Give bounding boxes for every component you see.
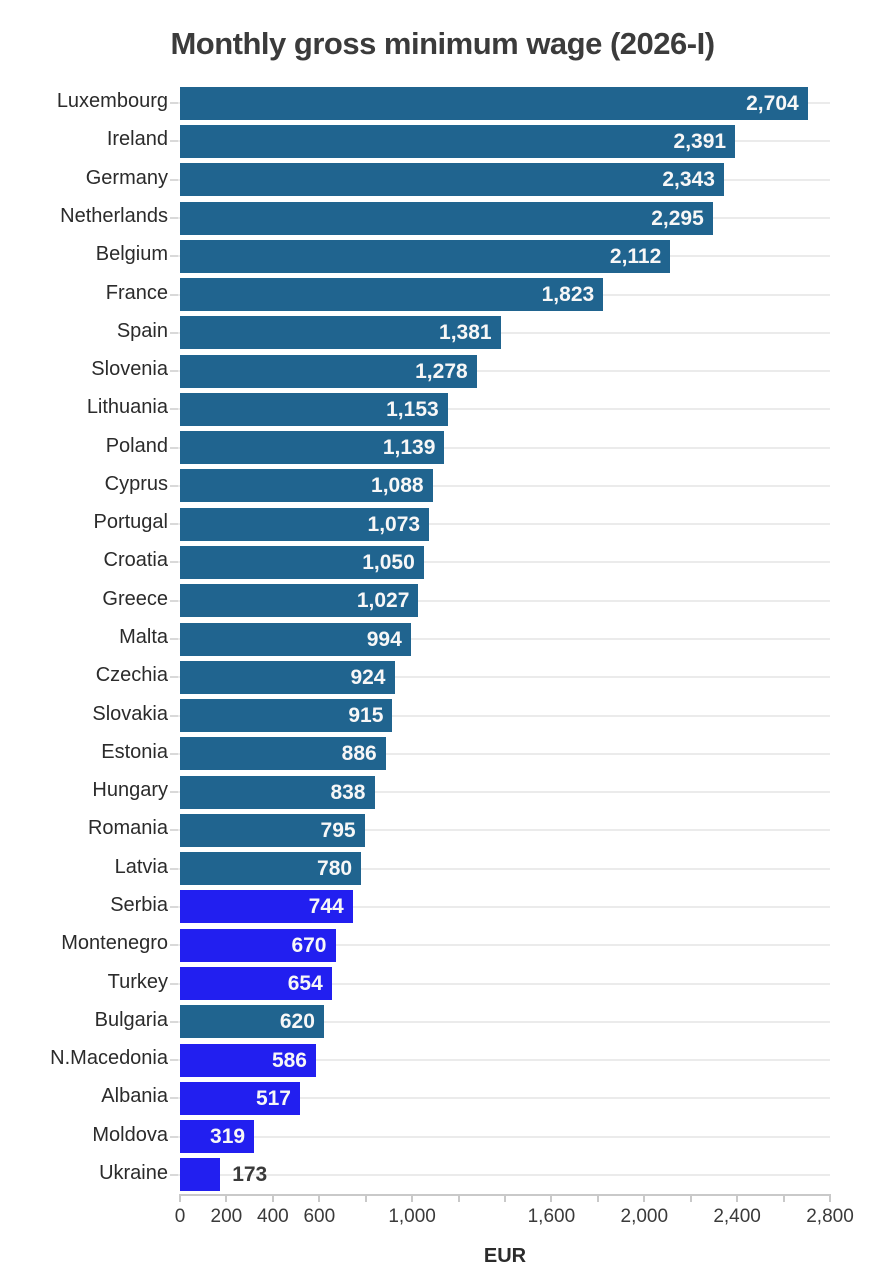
y-axis-label: Romania xyxy=(87,817,168,840)
x-axis-tick xyxy=(504,1194,506,1202)
x-axis-tick-label: 2,000 xyxy=(620,1206,669,1227)
bar xyxy=(180,929,336,962)
bar-value-label: 1,050 xyxy=(362,550,415,574)
y-axis-tick xyxy=(170,102,178,104)
x-axis-tick xyxy=(690,1194,692,1202)
y-axis-label: Estonia xyxy=(101,740,168,763)
x-axis-tick xyxy=(829,1194,831,1202)
bar-value-label: 2,295 xyxy=(651,206,704,230)
y-axis-label: Ireland xyxy=(106,128,168,151)
bar xyxy=(180,393,448,426)
y-axis-label: N.Macedonia xyxy=(50,1047,168,1069)
y-axis-tick xyxy=(170,217,178,219)
y-axis-tick xyxy=(170,676,178,678)
bar-value-label: 620 xyxy=(279,1010,315,1034)
bar-value-label: 2,112 xyxy=(609,244,662,268)
y-axis-label: Bulgaria xyxy=(94,1008,168,1031)
bar xyxy=(180,623,411,656)
bar-value-label: 1,823 xyxy=(541,283,595,306)
bar-value-label: 173 xyxy=(232,1163,268,1187)
x-axis-tick xyxy=(458,1194,460,1202)
x-axis-tick xyxy=(550,1194,552,1202)
y-axis-tick xyxy=(170,906,178,908)
y-axis-label: Slovakia xyxy=(92,702,168,725)
x-axis-tick-label: 1,000 xyxy=(388,1206,436,1227)
y-axis-label: Serbia xyxy=(110,893,168,916)
y-axis-label: Turkey xyxy=(107,970,168,993)
bar xyxy=(180,240,670,273)
y-axis-tick xyxy=(170,638,178,640)
x-axis-tick-label: 200 xyxy=(210,1206,243,1227)
y-axis-tick xyxy=(170,983,178,985)
x-axis-tick xyxy=(783,1194,785,1202)
y-axis-tick xyxy=(170,370,178,372)
y-axis-tick xyxy=(170,140,178,142)
bar xyxy=(180,1082,300,1115)
gridline xyxy=(171,1174,830,1176)
x-axis-tick xyxy=(411,1194,413,1202)
bar-value-label: 654 xyxy=(287,972,323,995)
bar-value-label: 915 xyxy=(348,704,384,728)
bar-value-label: 517 xyxy=(255,1086,291,1110)
bar-value-label: 2,343 xyxy=(662,168,715,192)
y-axis-tick xyxy=(170,1059,178,1061)
bar xyxy=(180,87,808,120)
bar xyxy=(180,1005,324,1038)
bar xyxy=(180,1044,316,1077)
y-axis-tick xyxy=(170,1136,178,1138)
bar xyxy=(180,814,365,847)
bar-value-label: 1,073 xyxy=(367,512,421,536)
bar-value-label: 319 xyxy=(210,1125,246,1149)
y-axis-tick xyxy=(170,753,178,755)
y-axis-tick xyxy=(170,1174,178,1176)
bar xyxy=(180,316,501,349)
y-axis-label: Montenegro xyxy=(61,932,168,955)
bar-value-label: 744 xyxy=(308,895,344,919)
bar xyxy=(180,584,418,617)
bar-value-label: 1,088 xyxy=(371,474,424,498)
bar-value-label: 2,391 xyxy=(673,129,727,153)
bar xyxy=(180,1120,254,1153)
y-axis-tick xyxy=(170,561,178,563)
y-axis-tick xyxy=(170,408,178,410)
bar xyxy=(180,355,477,388)
chart-title: Monthly gross minimum wage (2026-I) xyxy=(170,26,715,61)
x-axis-tick-label: 2,800 xyxy=(806,1206,854,1227)
y-axis-label: Belgium xyxy=(95,243,168,266)
bar xyxy=(180,202,713,235)
bar xyxy=(180,125,735,158)
y-axis-label: Germany xyxy=(85,166,168,189)
y-axis-tick xyxy=(170,715,178,717)
bar xyxy=(180,776,375,809)
bar xyxy=(180,890,353,923)
x-axis-tick xyxy=(318,1194,320,1202)
y-axis-tick xyxy=(170,1021,178,1023)
y-axis-label: Hungary xyxy=(92,779,168,802)
bar-value-label: 795 xyxy=(320,818,356,842)
x-axis-tick-label: 400 xyxy=(257,1206,289,1227)
bar xyxy=(180,1158,268,1191)
bar-value-label: 586 xyxy=(271,1048,307,1072)
y-axis-label: Lithuania xyxy=(86,396,168,419)
bar-value-label: 1,278 xyxy=(415,359,468,383)
plot-area xyxy=(50,84,854,1227)
bar xyxy=(180,737,386,770)
bar xyxy=(180,699,392,732)
bar-value-label: 838 xyxy=(330,780,366,804)
x-axis-tick xyxy=(365,1194,367,1202)
y-axis-label: Malta xyxy=(119,626,168,648)
bar xyxy=(180,852,361,885)
bar-value-label: 1,381 xyxy=(439,321,492,345)
bar xyxy=(180,469,433,502)
x-axis-tick xyxy=(643,1194,645,1202)
y-axis-label: France xyxy=(105,281,168,304)
y-axis-tick xyxy=(170,523,178,525)
y-axis-label: Czechia xyxy=(95,664,168,687)
bar-value-label: 670 xyxy=(291,933,327,957)
x-axis-tick-label: 2,400 xyxy=(713,1206,761,1227)
y-axis-label: Ukraine xyxy=(99,1161,168,1184)
y-axis-label: Albania xyxy=(101,1085,168,1108)
y-axis-label: Croatia xyxy=(103,549,168,572)
bar-value-label: 994 xyxy=(366,627,402,651)
y-axis-label: Poland xyxy=(105,434,168,457)
y-axis-label: Spain xyxy=(116,319,168,342)
y-axis-tick xyxy=(170,1097,178,1099)
bar-value-label: 886 xyxy=(341,742,377,766)
y-axis-label: Portugal xyxy=(93,511,168,534)
bar xyxy=(180,546,424,579)
x-axis-tick xyxy=(272,1194,274,1202)
y-axis-tick xyxy=(170,294,178,296)
y-axis-label: Latvia xyxy=(114,855,168,878)
bar xyxy=(180,278,603,311)
bar xyxy=(180,661,395,694)
y-axis-label: Netherlands xyxy=(60,205,168,227)
x-axis-tick xyxy=(736,1194,738,1202)
y-axis-tick xyxy=(170,944,178,946)
y-axis-label: Greece xyxy=(102,587,168,610)
x-axis-title: EUR xyxy=(483,1245,527,1267)
x-axis-tick-label: 0 xyxy=(174,1206,186,1227)
y-axis-tick xyxy=(170,485,178,487)
y-axis-tick xyxy=(170,255,178,257)
x-axis-tick xyxy=(225,1194,227,1202)
y-axis-label: Moldova xyxy=(92,1123,168,1146)
y-axis-label: Cyprus xyxy=(104,472,168,495)
y-axis-tick xyxy=(170,600,178,602)
y-axis-tick xyxy=(170,868,178,870)
y-axis-tick xyxy=(170,332,178,334)
x-axis-tick-label: 600 xyxy=(303,1206,336,1227)
gridline xyxy=(171,1136,830,1138)
bar xyxy=(180,163,724,196)
y-axis-label: Slovenia xyxy=(91,358,168,381)
bar-value-label: 1,153 xyxy=(386,397,439,421)
bar-value-label: 780 xyxy=(317,857,353,881)
y-axis-tick xyxy=(170,829,178,831)
bar xyxy=(180,431,444,464)
x-axis-tick-label: 1,600 xyxy=(527,1206,576,1227)
y-axis-label: Luxembourg xyxy=(56,90,168,113)
bar-value-label: 924 xyxy=(350,665,386,689)
bar xyxy=(180,508,429,541)
bar xyxy=(180,967,332,1000)
x-axis-tick xyxy=(597,1194,599,1202)
bar-value-label: 1,027 xyxy=(356,589,410,613)
x-axis-tick xyxy=(179,1194,181,1202)
bar-value-label: 2,704 xyxy=(746,91,799,115)
y-axis-tick xyxy=(170,791,178,793)
y-axis-tick xyxy=(170,179,178,181)
y-axis-tick xyxy=(170,447,178,449)
bar-value-label: 1,139 xyxy=(382,436,436,460)
